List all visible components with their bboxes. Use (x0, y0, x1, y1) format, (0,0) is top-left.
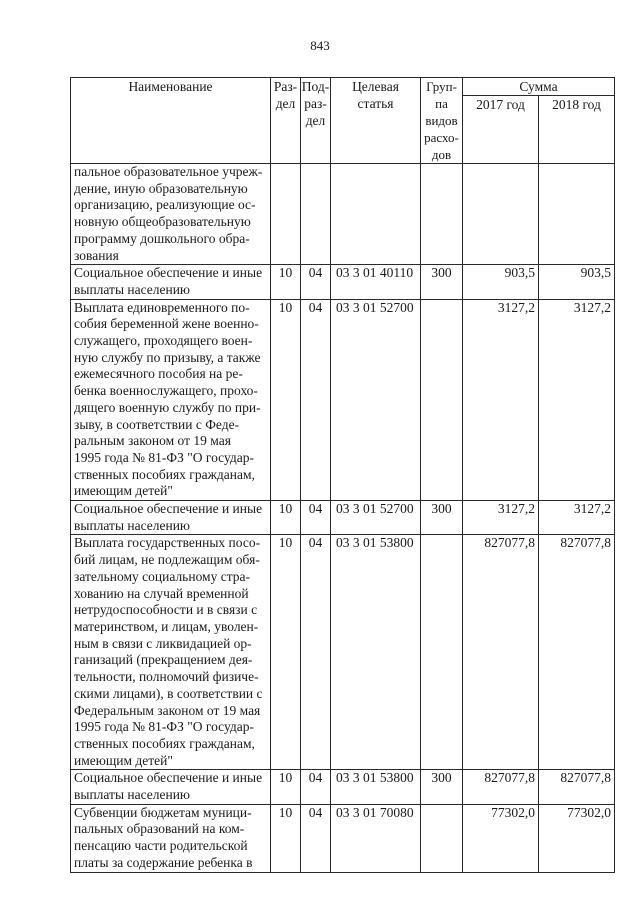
row-amount-2017: 3127,2 (463, 299, 539, 500)
row-group (421, 535, 463, 770)
row-subsection: 04 (301, 299, 331, 500)
row-name: Социальное обеспечение и иные выплаты населению (71, 265, 271, 299)
row-subsection: 04 (301, 804, 331, 872)
row-amount-2018: 77302,0 (539, 804, 615, 872)
row-subsection: 04 (301, 501, 331, 535)
row-name: Выплата единовременного по- собия беременной жене военно- служащего, проходящего воен- ную службу по призыву, а также ежемесячного пособия на ре- бенка военнослужащего, прохо- дящего военную службу по при- зыву, в соответствии с Феде- ральным законом от 19 мая 1995 года № 81-ФЗ "О государ- ственных пособиях гражданам, имеющим детей" (71, 299, 271, 500)
table-row (71, 299, 615, 500)
page-number: 843 (310, 38, 330, 53)
row-amount-2018: 3127,2 (539, 299, 615, 500)
row-subsection (301, 164, 331, 265)
table-row (71, 770, 615, 804)
table-row (71, 265, 615, 299)
header-subsection: Под- раз- дел (301, 78, 331, 164)
row-group (421, 804, 463, 872)
row-amount-2018: 3127,2 (539, 501, 615, 535)
row-target (331, 164, 421, 265)
row-group: 300 (421, 770, 463, 804)
row-amount-2017: 903,5 (463, 265, 539, 299)
budget-table (70, 77, 615, 873)
row-name: Социальное обеспечение и иные выплаты населению (71, 501, 271, 535)
table-row (71, 804, 615, 872)
header-group: Груп- па видов расхо- дов (421, 78, 463, 164)
header-target: Целевая статья (331, 78, 421, 164)
row-amount-2017 (463, 164, 539, 265)
row-amount-2018: 827077,8 (539, 535, 615, 770)
row-amount-2017: 77302,0 (463, 804, 539, 872)
row-target: 03 3 01 70080 (331, 804, 421, 872)
row-section: 10 (271, 265, 301, 299)
row-amount-2018: 827077,8 (539, 770, 615, 804)
row-amount-2017: 827077,8 (463, 535, 539, 770)
row-name: Социальное обеспечение и иные выплаты населению (71, 770, 271, 804)
row-subsection: 04 (301, 770, 331, 804)
row-section: 10 (271, 804, 301, 872)
header-section: Раз- дел (271, 78, 301, 164)
row-target: 03 3 01 40110 (331, 265, 421, 299)
table-row (71, 164, 615, 265)
row-target: 03 3 01 53800 (331, 535, 421, 770)
row-group: 300 (421, 265, 463, 299)
row-name: Субвенции бюджетам муници- пальных образований на ком- пенсацию части родительской платы за содержание ребенка в (71, 804, 271, 872)
row-amount-2017: 3127,2 (463, 501, 539, 535)
row-name: Выплата государственных посо- бий лицам, не подлежащим обя- зательному социальному стра- хованию на случай временной нетрудоспособности и в связи с материнством, и лицам, уволен- ным в связи с ликвидацией ор- ганизаций (прекращением дея- тельности, полномочий физиче- скими лицами), в соответствии с Федеральным законом от 19 мая 1995 года № 81-ФЗ "О государ- ственных пособиях гражданам, имеющим детей" (71, 535, 271, 770)
row-section (271, 164, 301, 265)
header-name: Наименование (71, 78, 271, 164)
row-amount-2018: 903,5 (539, 265, 615, 299)
row-target: 03 3 01 53800 (331, 770, 421, 804)
header-year-2017: 2017 год (463, 96, 539, 164)
row-subsection: 04 (301, 265, 331, 299)
row-section: 10 (271, 501, 301, 535)
table-row (71, 501, 615, 535)
row-group: 300 (421, 501, 463, 535)
row-subsection: 04 (301, 535, 331, 770)
table-header (71, 78, 615, 164)
row-name: пальное образовательное учреж- дение, иную образовательную организацию, реализующие ос- новную общеобразовательную программу дошкольного обра- зования (71, 164, 271, 265)
row-group (421, 299, 463, 500)
row-target: 03 3 01 52700 (331, 501, 421, 535)
header-year-2018: 2018 год (539, 96, 615, 164)
row-section: 10 (271, 299, 301, 500)
row-group (421, 164, 463, 265)
header-sum: Сумма (463, 78, 615, 96)
row-section: 10 (271, 535, 301, 770)
table-row (71, 535, 615, 770)
row-section: 10 (271, 770, 301, 804)
row-amount-2018 (539, 164, 615, 265)
row-amount-2017: 827077,8 (463, 770, 539, 804)
table-body (71, 164, 615, 873)
row-target: 03 3 01 52700 (331, 299, 421, 500)
